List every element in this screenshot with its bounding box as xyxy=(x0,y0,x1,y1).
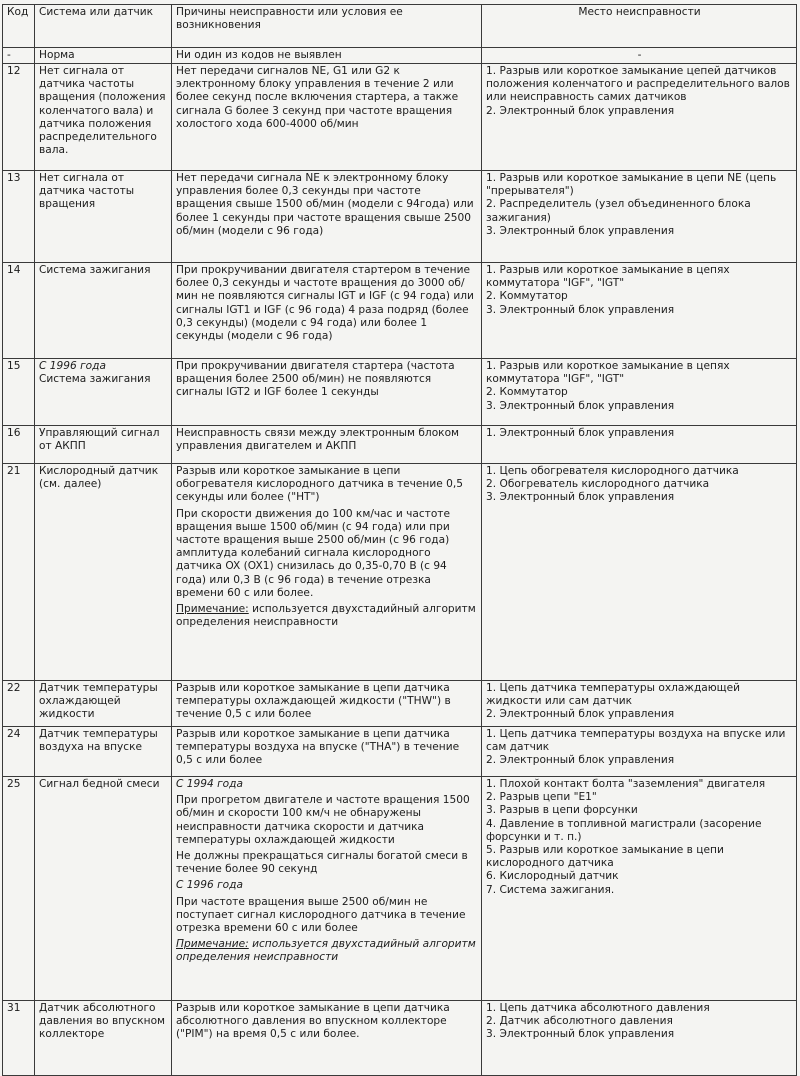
place-item: 1. Электронный блок управления xyxy=(486,427,675,439)
cause-paragraph xyxy=(176,682,478,722)
place-item: 2. Распределитель (узел объединенного блока зажигания) xyxy=(486,198,751,224)
system-cell xyxy=(35,171,172,263)
cause-cell xyxy=(172,171,482,263)
cause-text: При прокручивании двигателя стартером в течение более 0,3 секунды и частоте вращения до 3000 об/мин не появляются сигналы IGT и IGF (с 94 года) или сигналы IGT1 и IGF (с 96 года) 4 раза подряд (более 0,3 секунды) (модели с 94 года) или более 1 секунды (модели с 96 года) xyxy=(176,264,474,343)
header-code: Код xyxy=(3,5,35,48)
system-cell xyxy=(35,64,172,171)
place-item: 2. Электронный блок управления xyxy=(486,708,675,721)
place-item: 3. Разрыв в цепи форсунки xyxy=(486,804,638,817)
place-cell xyxy=(482,1001,797,1076)
system-cell xyxy=(35,359,172,426)
system-cell xyxy=(35,464,172,681)
system-cell xyxy=(35,263,172,359)
place-item: 3. Электронный блок управления xyxy=(486,224,675,237)
place-item: - xyxy=(637,49,642,61)
cause-cell xyxy=(172,681,482,727)
table-row xyxy=(3,1001,797,1076)
place-cell xyxy=(482,359,797,426)
place-item: 2. Электронный блок управления xyxy=(486,754,675,767)
system-name: Кислородный датчик (см. далее) xyxy=(39,465,159,491)
system-cell xyxy=(35,426,172,464)
place-item: 1. Цепь датчика температуры охлаждающей жидкости или сам датчик xyxy=(486,682,741,708)
cause-paragraph xyxy=(176,879,478,892)
cause-paragraph xyxy=(176,938,478,964)
system-name: Управляющий сигнал от АКПП xyxy=(39,427,160,453)
cause-cell xyxy=(172,777,482,1001)
cause-paragraph xyxy=(176,65,478,131)
place-cell xyxy=(482,777,797,1001)
fault-code-cell: 13 xyxy=(3,171,35,263)
place-item: 1. Цепь датчика абсолютного давления xyxy=(486,1002,710,1014)
cause-cell xyxy=(172,464,482,681)
cause-text: При прокручивании двигателя стартера (частота вращения более 2500 об/мин) не появляются сигналы IGT2 и IGF более 1 секунды xyxy=(176,360,455,399)
cause-paragraph xyxy=(176,728,478,768)
table-row xyxy=(3,464,797,681)
cause-paragraph xyxy=(176,603,478,629)
header-system: Система или датчик xyxy=(35,5,172,48)
system-name: Датчик температуры охлаждающей жидкости xyxy=(39,682,158,721)
cause-paragraph xyxy=(176,465,478,505)
cause-paragraph xyxy=(176,850,478,876)
cause-paragraph xyxy=(176,264,478,343)
cause-text: Разрыв или короткое замыкание в цепи датчика температуры воздуха на впуске ("THA") в течение 0,5 с или более xyxy=(176,728,460,767)
place-item: 2. Разрыв цепи "E1" xyxy=(486,791,597,804)
note-label: Примечание: xyxy=(176,938,249,951)
cause-cell xyxy=(172,727,482,777)
place-cell xyxy=(482,464,797,681)
cause-text: Ни один из кодов не выявлен xyxy=(176,49,342,61)
fault-code-cell: 16 xyxy=(3,426,35,464)
system-name: Датчик температуры воздуха на впуске xyxy=(39,728,158,754)
place-cell xyxy=(482,48,797,64)
table-row xyxy=(3,359,797,426)
cause-cell xyxy=(172,48,482,64)
table-row xyxy=(3,64,797,171)
place-item: 4. Давление в топливной магистрали (засорение форсунки и т. п.) xyxy=(486,817,762,843)
table-header-row xyxy=(3,5,797,48)
cause-paragraph xyxy=(176,360,478,400)
place-item: 1. Цепь обогревателя кислородного датчика xyxy=(486,465,739,477)
place-item: 1. Разрыв или короткое замыкание в цепях коммутатора "IGF", "IGT" xyxy=(486,264,730,290)
cause-text: При прогретом двигателе и частоте вращения 1500 об/мин и скорости 100 км/ч не обнаружены неисправности датчика скорости и датчика температуры охлаждающей жидкости xyxy=(176,794,470,846)
place-item: 2. Обогреватель кислородного датчика xyxy=(486,478,710,491)
place-cell xyxy=(482,263,797,359)
place-item: 2. Коммутатор xyxy=(486,290,568,303)
cause-text: Разрыв или короткое замыкание в цепи обогревателя кислородного датчика в течение 0,5 секунды или более ("HT") xyxy=(176,465,463,504)
place-cell xyxy=(482,171,797,263)
cause-cell xyxy=(172,359,482,426)
cause-text: Нет передачи сигналов NE, G1 или G2 к электронному блоку управления в течение 2 или более секунд после включения стартера, а также сигнала G более 3 секунд при частоте вращения холостого хода 600-4000 об/мин xyxy=(176,65,459,130)
system-name: Сигнал бедной смеси xyxy=(39,778,160,790)
cause-text: Нет передачи сигнала NE к электронному блоку управления более 0,3 секунды при частоте вращения свыше 1500 об/мин (модели с 94года) или более 1 секунды при частоте вращения свыше 2500 об/мин (модели с 96 года) xyxy=(176,172,474,237)
cause-text: Неисправность связи между электронным блоком управления двигателем и АКПП xyxy=(176,427,460,453)
cause-text: используется двухстадийный алгоритм определения неисправности xyxy=(176,603,476,629)
place-cell xyxy=(482,426,797,464)
place-item: 1. Цепь датчика температуры воздуха на впуске или сам датчик xyxy=(486,728,786,754)
italic-text: используется двухстадийный алгоритм определения неисправности xyxy=(176,938,476,964)
table-row xyxy=(3,48,797,64)
table-body xyxy=(3,48,797,1076)
cause-paragraph xyxy=(176,794,478,847)
fault-code-cell: 24 xyxy=(3,727,35,777)
place-item: 5. Разрыв или короткое замыкание в цепи кислородного датчика xyxy=(486,844,724,870)
table-row xyxy=(3,777,797,1001)
cause-text: Не должны прекращаться сигналы богатой смеси в течение более 90 секунд xyxy=(176,850,468,876)
place-item: 1. Плохой контакт болта "заземления" двигателя xyxy=(486,778,766,790)
place-cell xyxy=(482,681,797,727)
cause-text: Разрыв или короткое замыкание в цепи датчика абсолютного давления во впускном коллекторе ("PIM") на время 0,5 с или более. xyxy=(176,1002,450,1041)
place-item: 3. Электронный блок управления xyxy=(486,1028,675,1041)
fault-code-cell: 14 xyxy=(3,263,35,359)
cause-paragraph xyxy=(176,1002,478,1042)
header-cause: Причины неисправности или условия ее возникновения xyxy=(172,5,482,48)
place-item: 3. Электронный блок управления xyxy=(486,303,675,316)
cause-paragraph xyxy=(176,508,478,600)
place-item: 6. Кислородный датчик xyxy=(486,870,619,883)
table-row xyxy=(3,171,797,263)
place-item: 2. Датчик абсолютного давления xyxy=(486,1015,673,1028)
system-name: Нет сигнала от датчика частоты вращения xyxy=(39,172,135,211)
place-cell xyxy=(482,64,797,171)
cause-paragraph xyxy=(176,49,478,62)
system-year-note: С 1996 года xyxy=(39,360,106,372)
cause-paragraph xyxy=(176,172,478,238)
system-cell xyxy=(35,48,172,64)
cause-text: При частоте вращения выше 2500 об/мин не поступает сигнал кислородного датчика в течение отрезка времени 60 с или более xyxy=(176,895,466,935)
place-cell xyxy=(482,727,797,777)
cause-cell xyxy=(172,426,482,464)
fault-code-cell: 25 xyxy=(3,777,35,1001)
system-cell xyxy=(35,681,172,727)
italic-text: С 1996 года xyxy=(176,879,243,892)
italic-text: С 1994 года xyxy=(176,778,243,790)
table-row xyxy=(3,681,797,727)
cause-paragraph xyxy=(176,427,478,453)
system-name: Система зажигания xyxy=(39,264,151,276)
cause-text: Разрыв или короткое замыкание в цепи датчика температуры охлаждающей жидкости ("THW") в течение 0,5 с или более xyxy=(176,682,451,721)
fault-code-table xyxy=(2,4,797,1076)
place-item: 1. Разрыв или короткое замыкание в цепях коммутатора "IGF", "IGT" xyxy=(486,360,730,386)
cause-cell xyxy=(172,64,482,171)
fault-code-cell: 21 xyxy=(3,464,35,681)
cause-text: При скорости движения до 100 км/час и частоте вращения выше 1500 об/мин (с 94 года) или при частоте вращения выше 2500 об/мин (с 96 года) амплитуда колебаний сигнала кислородного датчика OX (OX1) снизилась до 0,35-0,70 В (с 94 года) или 0,3 В (с 96 года) в течение отрезка времени 60 с или более. xyxy=(176,507,450,599)
place-item: 3. Электронный блок управления xyxy=(486,491,675,504)
fault-code-cell: 31 xyxy=(3,1001,35,1076)
system-name: Норма xyxy=(39,49,75,61)
cause-paragraph xyxy=(176,778,478,791)
system-cell xyxy=(35,777,172,1001)
table-row xyxy=(3,263,797,359)
system-name: Нет сигнала от датчика частоты вращения (положения коленчатого вала) и датчика положения распределительного вала. xyxy=(39,65,166,157)
place-item: 1. Разрыв или короткое замыкание в цепи NE (цепь "прерывателя") xyxy=(486,172,777,198)
place-item: 1. Разрыв или короткое замыкание цепей датчиков положения коленчатого и распределительного валов или неисправность самих датчиков xyxy=(486,65,790,104)
header-place: Место неисправности xyxy=(482,5,797,48)
fault-code-cell: 12 xyxy=(3,64,35,171)
system-cell xyxy=(35,727,172,777)
cause-cell xyxy=(172,1001,482,1076)
place-item: 2. Электронный блок управления xyxy=(486,104,675,117)
system-name: Система зажигания xyxy=(39,373,151,386)
place-item: 7. Система зажигания. xyxy=(486,883,615,896)
fault-code-cell: - xyxy=(3,48,35,64)
system-name: Датчик абсолютного давления во впускном коллекторе xyxy=(39,1002,166,1041)
place-item: 3. Электронный блок управления xyxy=(486,399,675,412)
system-cell xyxy=(35,1001,172,1076)
note-label: Примечание: xyxy=(176,603,249,616)
place-item: 2. Коммутатор xyxy=(486,386,568,399)
table-row xyxy=(3,426,797,464)
cause-paragraph xyxy=(176,896,478,936)
cause-cell xyxy=(172,263,482,359)
fault-code-cell: 22 xyxy=(3,681,35,727)
table-row xyxy=(3,727,797,777)
fault-code-cell: 15 xyxy=(3,359,35,426)
